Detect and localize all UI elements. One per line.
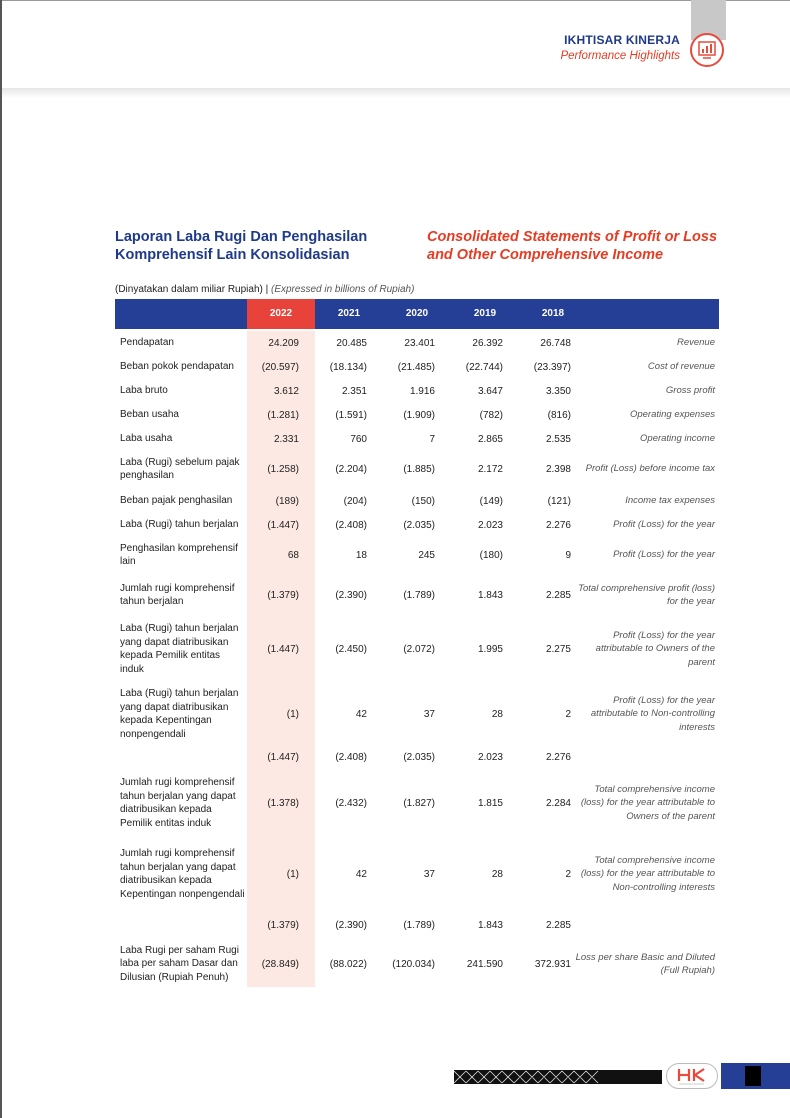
table-header [115, 299, 719, 329]
value-2019: 1.995 [477, 643, 503, 655]
header-title: IKHTISAR KINERJA [564, 33, 680, 47]
row-label-id: Penghasilan komprehensif lain [120, 542, 238, 567]
value-2022: (20.597) [261, 361, 299, 373]
row-label-id: Laba (Rugi) tahun berjalan yang dapat diatribusikan kepada Kepentingan nonpengendali [120, 688, 239, 740]
value-2021: (18.134) [329, 361, 367, 373]
footer-bar [604, 1070, 662, 1084]
row-label-en: Cost of revenue [647, 361, 715, 373]
row-label-id [120, 746, 245, 768]
value-2019: 1.843 [477, 589, 503, 601]
unit-note-en: (Expressed in billions of Rupiah) [268, 284, 415, 295]
value-2019: (149) [479, 495, 503, 507]
value-2020: (150) [411, 495, 435, 507]
unit-note-id: (Dinyatakan dalam miliar Rupiah) | [115, 284, 269, 295]
value-2020: (1.827) [403, 797, 435, 809]
value-2020: 23.401 [404, 337, 435, 349]
value-2021: (2.390) [335, 919, 367, 931]
value-2020: (2.035) [403, 519, 435, 531]
value-2021: 42 [355, 868, 367, 880]
value-2022: 2.331 [273, 433, 299, 445]
value-2019: 26.392 [472, 337, 503, 349]
company-logo [666, 1063, 718, 1089]
header-subtitle: Performance Highlights [560, 50, 680, 62]
value-2021: 2.351 [341, 385, 367, 397]
value-2019: 2.172 [477, 463, 503, 475]
row-label-id: Jumlah rugi komprehensif tahun berjalan yang dapat diatribusikan kepada Kepentingan nonpengendali [120, 848, 245, 900]
row-label-en: Revenue [676, 337, 715, 349]
row-label-en: Total comprehensive profit (loss) for the year [578, 582, 715, 607]
row-label-en: Operating expenses [629, 409, 715, 421]
row-label-en: Total comprehensive income (loss) for the year attributable to Non-controlling interests [580, 854, 715, 893]
header-shadow [2, 88, 790, 98]
row-label-en: Operating income [640, 433, 715, 445]
value-2018: 372.931 [534, 958, 571, 970]
row-label-id: Laba (Rugi) tahun berjalan yang dapat diatribusikan kepada Pemilik entitas induk [120, 623, 239, 675]
value-2021: (2.408) [335, 751, 367, 763]
value-2020: 37 [423, 708, 435, 720]
table-row [115, 746, 719, 768]
value-2018: 3.350 [545, 385, 571, 397]
value-2021: (2.390) [335, 589, 367, 601]
row-label-id: Beban pajak penghasilan [120, 495, 233, 507]
value-2020: (2.072) [403, 643, 435, 655]
year-header-2022: 2022 [247, 299, 315, 329]
value-2018: 2.276 [545, 519, 571, 531]
value-2019: 28 [491, 868, 503, 880]
page-number-block [745, 1066, 761, 1086]
table-row [115, 538, 719, 572]
unit-note [115, 284, 414, 295]
value-2019: 2.865 [477, 433, 503, 445]
row-label-en [575, 914, 715, 936]
row-label-id: Pendapatan [120, 337, 174, 349]
value-2022: (1.447) [267, 751, 299, 763]
value-2019: 3.647 [477, 385, 503, 397]
row-label-en: Income tax expenses [625, 495, 715, 507]
table-row [115, 332, 719, 354]
year-header-2020: 2020 [405, 308, 429, 319]
table-row [115, 514, 719, 536]
row-label-en: Profit (Loss) before income tax [585, 463, 715, 475]
value-2020: 7 [429, 433, 435, 445]
value-2021: 760 [350, 433, 367, 445]
table-row [115, 684, 719, 744]
year-header-2018: 2018 [541, 308, 565, 319]
value-2021: (2.204) [335, 463, 367, 475]
table-row [115, 940, 719, 988]
value-2021: (2.432) [335, 797, 367, 809]
value-2020: (1.789) [403, 589, 435, 601]
table-row [115, 404, 719, 426]
value-2022: (1) [286, 868, 299, 880]
value-2022: 24.209 [268, 337, 299, 349]
value-2020: 245 [418, 549, 435, 561]
value-2018: (23.397) [533, 361, 571, 373]
value-2022: (1.378) [267, 797, 299, 809]
value-2019: (22.744) [465, 361, 503, 373]
row-label-en [575, 746, 715, 768]
value-2021: (1.591) [335, 409, 367, 421]
value-2021: 42 [355, 708, 367, 720]
row-label-id: Laba (Rugi) sebelum pajak penghasilan [120, 456, 240, 481]
table-row [115, 380, 719, 402]
value-2019: (782) [479, 409, 503, 421]
value-2020: 37 [423, 868, 435, 880]
row-label-id: Laba (Rugi) tahun berjalan [120, 519, 239, 531]
value-2022: 3.612 [273, 385, 299, 397]
value-2018: 2 [565, 868, 571, 880]
value-2019: 2.023 [477, 519, 503, 531]
table-row [115, 452, 719, 486]
value-2020: (21.485) [397, 361, 435, 373]
table-row [115, 914, 719, 936]
value-2021: (88.022) [329, 958, 367, 970]
value-2020: (1.909) [403, 409, 435, 421]
value-2018: 2.285 [545, 589, 571, 601]
table-row [115, 772, 719, 834]
value-2018: 9 [565, 549, 571, 561]
value-2022: (1.258) [267, 463, 299, 475]
value-2018: 2.276 [545, 751, 571, 763]
value-2018: 2.275 [545, 643, 571, 655]
report-icon [690, 33, 724, 67]
value-2018: (121) [547, 495, 571, 507]
row-label-id: Laba bruto [120, 385, 168, 397]
row-label-id: Laba Rugi per saham Rugi laba per saham Dasar dan Dilusian (Rupiah Penuh) [120, 944, 239, 983]
row-label-en: Profit (Loss) for the year attributable to Owners of the parent [595, 629, 715, 668]
table-row [115, 838, 719, 910]
value-2018: 2 [565, 708, 571, 720]
value-2022: 68 [287, 549, 299, 561]
value-2021: (204) [343, 495, 367, 507]
row-label-en: Loss per share Basic and Diluted (Full Rupiah) [575, 951, 715, 976]
row-label-id [120, 914, 245, 936]
value-2022: (189) [275, 495, 299, 507]
value-2020: (1.789) [403, 919, 435, 931]
row-label-en: Gross profit [665, 385, 715, 397]
value-2018: 2.398 [545, 463, 571, 475]
row-label-id: Laba usaha [120, 433, 173, 445]
year-header-2019: 2019 [473, 308, 497, 319]
value-2019: 28 [491, 708, 503, 720]
row-label-en: Profit (Loss) for the year attributable to Non-controlling interests [590, 694, 715, 733]
value-2019: 1.843 [477, 919, 503, 931]
section-title-en: Consolidated Statements of Profit or Loss and Other Comprehensive Income [427, 229, 718, 263]
table-row [115, 618, 719, 680]
value-2018: 2.285 [545, 919, 571, 931]
value-2022: (1.281) [267, 409, 299, 421]
row-label-id: Beban pokok pendapatan [120, 361, 234, 373]
year-header-2021: 2021 [337, 308, 361, 319]
value-2020: (1.885) [403, 463, 435, 475]
value-2021: 18 [355, 549, 367, 561]
row-label-id: Beban usaha [120, 409, 179, 421]
value-2022: (1) [286, 708, 299, 720]
value-2020: (120.034) [392, 958, 435, 970]
page-left-border [0, 0, 2, 1118]
value-2020: (2.035) [403, 751, 435, 763]
table-row [115, 428, 719, 450]
page-top-border [0, 0, 790, 1]
section-title-id: Laporan Laba Rugi Dan Penghasilan Komprehensif Lain Konsolidasian [115, 229, 368, 263]
value-2018: (816) [547, 409, 571, 421]
value-2018: 26.748 [540, 337, 571, 349]
value-2022: (1.447) [267, 519, 299, 531]
value-2019: 1.815 [477, 797, 503, 809]
value-2019: (180) [479, 549, 503, 561]
value-2018: 2.535 [545, 433, 571, 445]
value-2018: 2.284 [545, 797, 571, 809]
value-2019: 2.023 [477, 751, 503, 763]
value-2019: 241.590 [466, 958, 503, 970]
table-row [115, 490, 719, 512]
footer-pattern [454, 1070, 604, 1084]
row-label-en: Profit (Loss) for the year [613, 549, 715, 561]
value-2021: (2.408) [335, 519, 367, 531]
table-row [115, 577, 719, 613]
value-2021: (2.450) [335, 643, 367, 655]
value-2022: (1.379) [267, 919, 299, 931]
value-2022: (1.379) [267, 589, 299, 601]
row-label-id: Jumlah rugi komprehensif tahun berjalan yang dapat diatribusikan kepada Pemilik entitas induk [120, 777, 236, 829]
row-label-en: Profit (Loss) for the year [613, 519, 715, 531]
value-2022: (28.849) [261, 958, 299, 970]
value-2020: 1.916 [409, 385, 435, 397]
row-label-en: Total comprehensive income (loss) for the year attributable to Owners of the parent [580, 783, 715, 822]
value-2021: 20.485 [336, 337, 367, 349]
value-2022: (1.447) [267, 643, 299, 655]
row-label-id: Jumlah rugi komprehensif tahun berjalan [120, 582, 235, 607]
table-row [115, 356, 719, 378]
